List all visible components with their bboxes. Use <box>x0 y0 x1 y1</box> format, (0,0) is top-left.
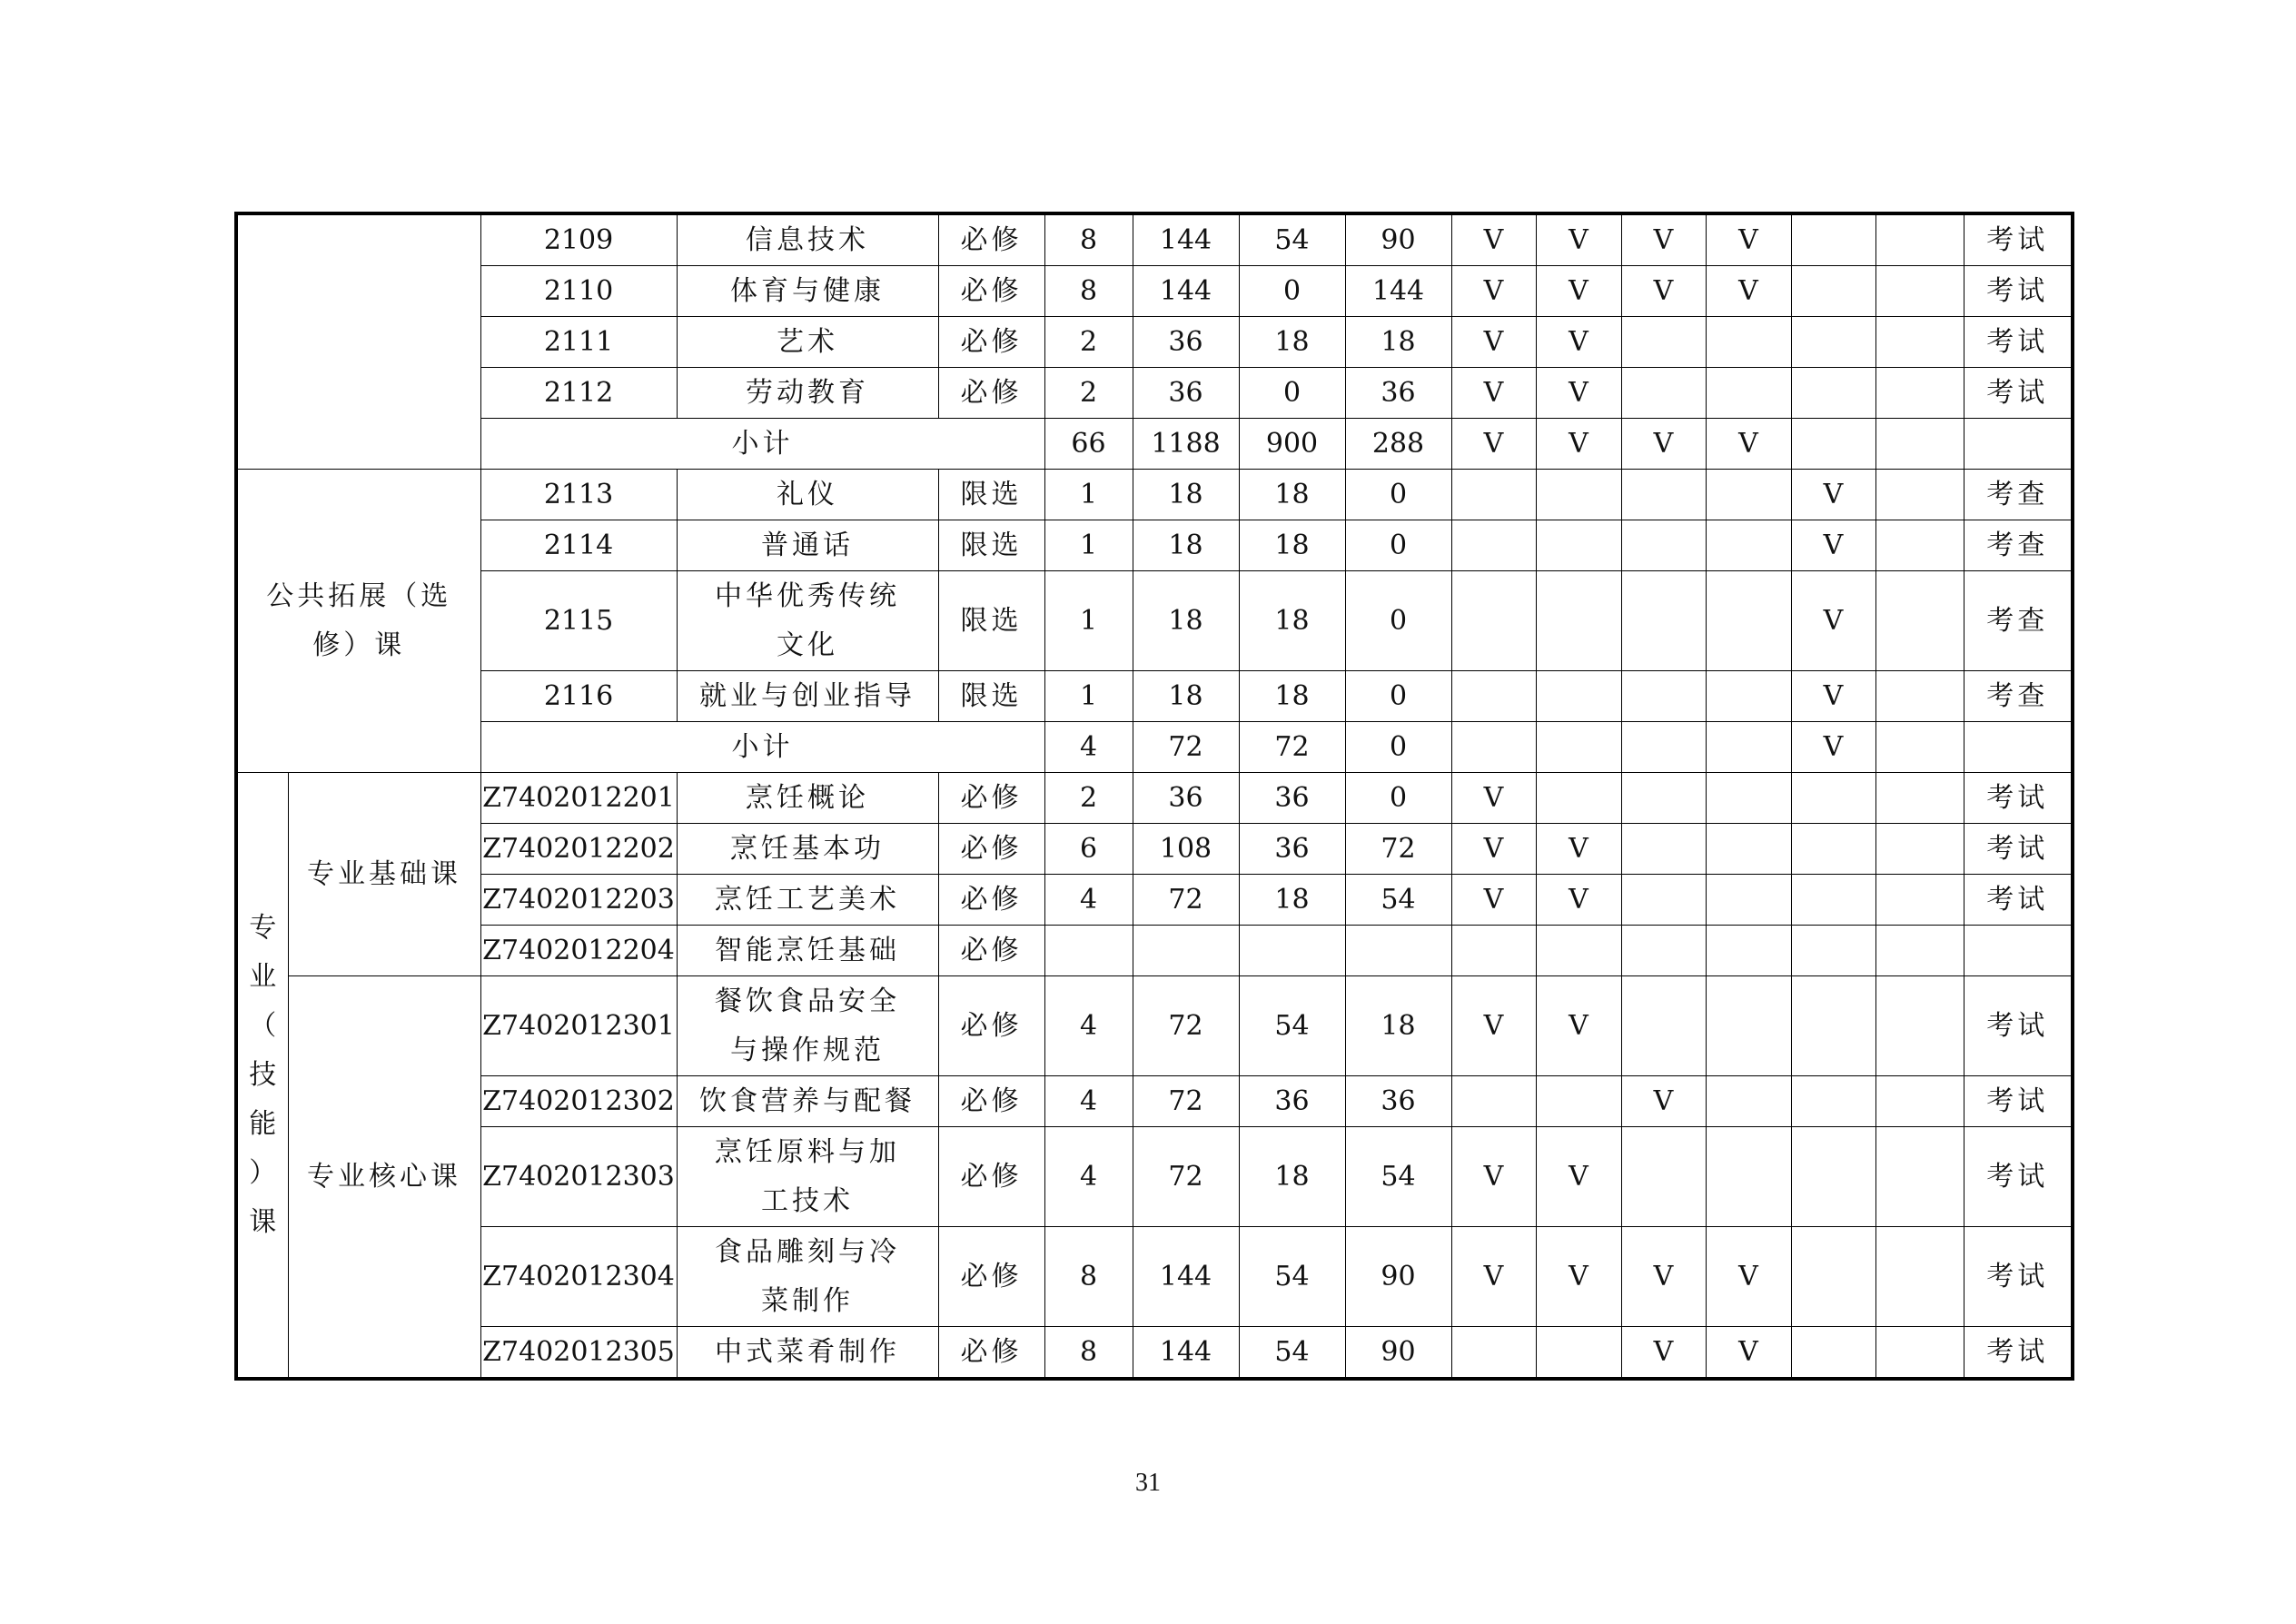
group-label-char: 能 <box>249 1107 277 1140</box>
cell-exam: 考试 <box>1964 1327 2073 1380</box>
cell-s1: V <box>1451 213 1536 266</box>
cell-theory: 18 <box>1239 571 1345 671</box>
cell-theory: 18 <box>1239 875 1345 926</box>
course-type: 必修 <box>938 926 1044 976</box>
cell-s1: V <box>1451 1227 1536 1327</box>
cell-practice: 0 <box>1345 671 1451 722</box>
cell-s4: V <box>1706 419 1791 470</box>
course-type: 必修 <box>938 213 1044 266</box>
course-name: 普通话 <box>677 520 938 571</box>
cell-s5 <box>1791 1227 1875 1327</box>
cell-s3 <box>1621 317 1706 368</box>
cell-credits: 4 <box>1044 875 1133 926</box>
cell-s1 <box>1451 1076 1536 1127</box>
cell-hours: 144 <box>1133 213 1239 266</box>
course-type: 限选 <box>938 671 1044 722</box>
group-label-char: ） <box>249 1156 277 1189</box>
cell-s6 <box>1875 520 1964 571</box>
cell-hours: 36 <box>1133 368 1239 419</box>
cell-s6 <box>1875 571 1964 671</box>
cell-s2 <box>1536 571 1621 671</box>
cell-credits <box>1044 926 1133 976</box>
cell-s6 <box>1875 213 1964 266</box>
cell-theory: 18 <box>1239 1127 1345 1227</box>
course-name: 烹饪概论 <box>677 773 938 824</box>
cell-theory: 54 <box>1239 213 1345 266</box>
cell-s3 <box>1621 722 1706 773</box>
table-row <box>236 1127 2073 1227</box>
cell-credits: 1 <box>1044 520 1133 571</box>
group-label-char: 技 <box>249 1058 277 1091</box>
table-body <box>236 213 2073 1379</box>
table-row <box>236 1327 2073 1380</box>
group-cell-public-basic <box>236 213 480 470</box>
cell-s3 <box>1621 976 1706 1076</box>
cell-practice: 36 <box>1345 368 1451 419</box>
cell-hours: 18 <box>1133 671 1239 722</box>
cell-exam: 考试 <box>1964 1227 2073 1327</box>
cell-exam: 考查 <box>1964 520 2073 571</box>
subtotal-label: 小计 <box>480 419 1044 470</box>
group-label-char: （ <box>249 1009 277 1042</box>
cell-s4 <box>1706 520 1791 571</box>
cell-practice: 54 <box>1345 1127 1451 1227</box>
cell-exam: 考试 <box>1964 976 2073 1076</box>
cell-s4 <box>1706 470 1791 520</box>
cell-s6 <box>1875 1327 1964 1380</box>
table-row <box>236 266 2073 317</box>
cell-hours: 1188 <box>1133 419 1239 470</box>
cell-s5 <box>1791 266 1875 317</box>
cell-theory <box>1239 926 1345 976</box>
course-code: Z7402012201 <box>480 773 677 824</box>
cell-hours: 108 <box>1133 824 1239 875</box>
cell-exam: 考试 <box>1964 266 2073 317</box>
cell-s4 <box>1706 875 1791 926</box>
cell-s4 <box>1706 1127 1791 1227</box>
cell-practice <box>1345 926 1451 976</box>
course-type: 必修 <box>938 317 1044 368</box>
cell-theory: 36 <box>1239 1076 1345 1127</box>
cell-s6 <box>1875 875 1964 926</box>
course-code: Z7402012301 <box>480 976 677 1076</box>
course-code: Z7402012202 <box>480 824 677 875</box>
course-type: 必修 <box>938 976 1044 1076</box>
cell-theory: 72 <box>1239 722 1345 773</box>
cell-s3: V <box>1621 419 1706 470</box>
course-code: Z7402012303 <box>480 1127 677 1227</box>
cell-hours: 18 <box>1133 470 1239 520</box>
cell-credits: 8 <box>1044 213 1133 266</box>
cell-credits: 2 <box>1044 368 1133 419</box>
cell-s3 <box>1621 824 1706 875</box>
subtotal-row <box>236 419 2073 470</box>
cell-s1: V <box>1451 976 1536 1076</box>
cell-s3: V <box>1621 213 1706 266</box>
cell-credits: 1 <box>1044 470 1133 520</box>
group-label-public-extension: 公共拓展（选修）课 <box>236 470 480 773</box>
cell-hours: 72 <box>1133 875 1239 926</box>
cell-s1 <box>1451 671 1536 722</box>
cell-practice: 18 <box>1345 317 1451 368</box>
cell-theory: 36 <box>1239 773 1345 824</box>
cell-credits: 1 <box>1044 671 1133 722</box>
cell-s4: V <box>1706 213 1791 266</box>
course-type: 必修 <box>938 1227 1044 1327</box>
cell-hours: 72 <box>1133 1127 1239 1227</box>
cell-s5: V <box>1791 671 1875 722</box>
group-label-char: 专 <box>249 911 277 944</box>
cell-s4: V <box>1706 1227 1791 1327</box>
cell-exam: 考试 <box>1964 875 2073 926</box>
cell-exam: 考试 <box>1964 368 2073 419</box>
cell-s1: V <box>1451 368 1536 419</box>
cell-practice: 0 <box>1345 571 1451 671</box>
cell-hours: 144 <box>1133 266 1239 317</box>
cell-s4 <box>1706 671 1791 722</box>
cell-hours: 72 <box>1133 976 1239 1076</box>
table-row <box>236 470 2073 520</box>
table-row <box>236 875 2073 926</box>
cell-hours <box>1133 926 1239 976</box>
course-code: 2114 <box>480 520 677 571</box>
course-type: 必修 <box>938 1327 1044 1380</box>
course-code: Z7402012203 <box>480 875 677 926</box>
group-label-professional-basic: 专业基础课 <box>288 773 480 976</box>
cell-s3 <box>1621 926 1706 976</box>
cell-s5 <box>1791 368 1875 419</box>
cell-s1 <box>1451 470 1536 520</box>
cell-s2: V <box>1536 368 1621 419</box>
group-label-professional-core: 专业核心课 <box>288 976 480 1380</box>
cell-s6 <box>1875 419 1964 470</box>
cell-practice: 54 <box>1345 875 1451 926</box>
cell-s5: V <box>1791 571 1875 671</box>
cell-s1 <box>1451 722 1536 773</box>
cell-s2 <box>1536 470 1621 520</box>
cell-s2 <box>1536 926 1621 976</box>
table-row <box>236 671 2073 722</box>
cell-practice: 72 <box>1345 824 1451 875</box>
cell-practice: 0 <box>1345 722 1451 773</box>
subtotal-row <box>236 722 2073 773</box>
cell-s3 <box>1621 571 1706 671</box>
cell-s5 <box>1791 926 1875 976</box>
cell-s6 <box>1875 671 1964 722</box>
cell-s3 <box>1621 875 1706 926</box>
cell-exam: 考试 <box>1964 317 2073 368</box>
cell-s4 <box>1706 571 1791 671</box>
cell-exam: 考试 <box>1964 773 2073 824</box>
course-name: 食品雕刻与冷 菜制作 <box>677 1227 938 1327</box>
table-row <box>236 520 2073 571</box>
cell-s1: V <box>1451 875 1536 926</box>
cell-theory: 18 <box>1239 470 1345 520</box>
cell-s1: V <box>1451 824 1536 875</box>
cell-s2 <box>1536 520 1621 571</box>
cell-s3: V <box>1621 1327 1706 1380</box>
cell-s1: V <box>1451 773 1536 824</box>
cell-exam <box>1964 926 2073 976</box>
cell-s4 <box>1706 773 1791 824</box>
cell-exam: 考试 <box>1964 824 2073 875</box>
course-code: 2115 <box>480 571 677 671</box>
cell-credits: 4 <box>1044 976 1133 1076</box>
cell-exam: 考查 <box>1964 470 2073 520</box>
cell-practice: 18 <box>1345 976 1451 1076</box>
cell-s4 <box>1706 976 1791 1076</box>
cell-s3 <box>1621 368 1706 419</box>
cell-s2: V <box>1536 976 1621 1076</box>
cell-s5 <box>1791 976 1875 1076</box>
course-code: 2112 <box>480 368 677 419</box>
cell-s6 <box>1875 773 1964 824</box>
cell-s5 <box>1791 773 1875 824</box>
course-name: 劳动教育 <box>677 368 938 419</box>
course-type: 必修 <box>938 1127 1044 1227</box>
course-code: Z7402012304 <box>480 1227 677 1327</box>
page-number: 31 <box>1135 1469 1161 1497</box>
cell-s6 <box>1875 1227 1964 1327</box>
group-label-char: 课 <box>249 1205 277 1238</box>
cell-practice: 36 <box>1345 1076 1451 1127</box>
course-name: 烹饪基本功 <box>677 824 938 875</box>
cell-practice: 0 <box>1345 773 1451 824</box>
cell-theory: 54 <box>1239 1227 1345 1327</box>
cell-hours: 36 <box>1133 317 1239 368</box>
cell-hours: 72 <box>1133 722 1239 773</box>
course-name: 餐饮食品安全 与操作规范 <box>677 976 938 1076</box>
cell-s2: V <box>1536 419 1621 470</box>
cell-practice: 0 <box>1345 470 1451 520</box>
group-label-char: 业 <box>249 960 277 993</box>
group-label-professional <box>236 773 288 1380</box>
cell-s5: V <box>1791 520 1875 571</box>
cell-exam <box>1964 419 2073 470</box>
cell-s3: V <box>1621 1076 1706 1127</box>
cell-s6 <box>1875 470 1964 520</box>
table-row <box>236 1227 2073 1327</box>
cell-exam: 考试 <box>1964 1076 2073 1127</box>
cell-theory: 36 <box>1239 824 1345 875</box>
cell-s4 <box>1706 1076 1791 1127</box>
cell-credits: 4 <box>1044 722 1133 773</box>
cell-s3 <box>1621 773 1706 824</box>
course-name: 礼仪 <box>677 470 938 520</box>
course-code: Z7402012302 <box>480 1076 677 1127</box>
cell-hours: 144 <box>1133 1327 1239 1380</box>
cell-s5 <box>1791 419 1875 470</box>
course-name: 智能烹饪基础 <box>677 926 938 976</box>
course-name: 饮食营养与配餐 <box>677 1076 938 1127</box>
course-schedule-table <box>234 212 2074 1381</box>
cell-exam <box>1964 722 2073 773</box>
course-type: 必修 <box>938 824 1044 875</box>
cell-s4 <box>1706 317 1791 368</box>
cell-s2: V <box>1536 213 1621 266</box>
cell-s2: V <box>1536 875 1621 926</box>
table-row <box>236 571 2073 671</box>
cell-s4 <box>1706 368 1791 419</box>
cell-practice: 0 <box>1345 520 1451 571</box>
cell-exam: 考试 <box>1964 1127 2073 1227</box>
cell-theory: 18 <box>1239 520 1345 571</box>
course-name: 体育与健康 <box>677 266 938 317</box>
cell-theory: 0 <box>1239 266 1345 317</box>
course-name: 中华优秀传统 文化 <box>677 571 938 671</box>
course-code: 2116 <box>480 671 677 722</box>
cell-s5: V <box>1791 470 1875 520</box>
cell-s6 <box>1875 266 1964 317</box>
course-code: Z7402012204 <box>480 926 677 976</box>
cell-s3: V <box>1621 1227 1706 1327</box>
cell-s3 <box>1621 1127 1706 1227</box>
cell-credits: 8 <box>1044 1327 1133 1380</box>
table-row <box>236 824 2073 875</box>
cell-s3 <box>1621 520 1706 571</box>
cell-s1: V <box>1451 317 1536 368</box>
course-type: 必修 <box>938 266 1044 317</box>
course-code: 2113 <box>480 470 677 520</box>
cell-s1 <box>1451 571 1536 671</box>
course-type: 必修 <box>938 368 1044 419</box>
cell-theory: 0 <box>1239 368 1345 419</box>
cell-s4: V <box>1706 266 1791 317</box>
cell-hours: 18 <box>1133 520 1239 571</box>
cell-s2: V <box>1536 317 1621 368</box>
cell-theory: 18 <box>1239 317 1345 368</box>
cell-credits: 4 <box>1044 1076 1133 1127</box>
subtotal-label: 小计 <box>480 722 1044 773</box>
cell-s2 <box>1536 1076 1621 1127</box>
cell-credits: 66 <box>1044 419 1133 470</box>
cell-s6 <box>1875 926 1964 976</box>
cell-s3: V <box>1621 266 1706 317</box>
cell-credits: 6 <box>1044 824 1133 875</box>
cell-s6 <box>1875 722 1964 773</box>
cell-exam: 考查 <box>1964 571 2073 671</box>
course-name: 中式菜肴制作 <box>677 1327 938 1380</box>
cell-s6 <box>1875 368 1964 419</box>
cell-s2: V <box>1536 824 1621 875</box>
cell-s6 <box>1875 1076 1964 1127</box>
cell-credits: 4 <box>1044 1127 1133 1227</box>
course-code: Z7402012305 <box>480 1327 677 1380</box>
cell-s2: V <box>1536 1127 1621 1227</box>
cell-theory: 54 <box>1239 976 1345 1076</box>
cell-s1 <box>1451 520 1536 571</box>
cell-s5 <box>1791 1076 1875 1127</box>
cell-s5 <box>1791 875 1875 926</box>
cell-s5: V <box>1791 722 1875 773</box>
cell-s6 <box>1875 317 1964 368</box>
course-code: 2110 <box>480 266 677 317</box>
cell-practice: 90 <box>1345 1327 1451 1380</box>
course-type: 限选 <box>938 520 1044 571</box>
cell-s3 <box>1621 470 1706 520</box>
cell-s6 <box>1875 1127 1964 1227</box>
cell-hours: 72 <box>1133 1076 1239 1127</box>
cell-s5 <box>1791 213 1875 266</box>
cell-s1 <box>1451 926 1536 976</box>
cell-s2: V <box>1536 266 1621 317</box>
cell-s2: V <box>1536 1227 1621 1327</box>
cell-credits: 8 <box>1044 266 1133 317</box>
course-name: 就业与创业指导 <box>677 671 938 722</box>
cell-s4 <box>1706 926 1791 976</box>
table-row <box>236 213 2073 266</box>
table-row <box>236 317 2073 368</box>
cell-s4 <box>1706 824 1791 875</box>
cell-s4: V <box>1706 1327 1791 1380</box>
cell-s2 <box>1536 722 1621 773</box>
cell-s2 <box>1536 671 1621 722</box>
cell-s3 <box>1621 671 1706 722</box>
cell-s5 <box>1791 1127 1875 1227</box>
cell-hours: 36 <box>1133 773 1239 824</box>
course-name: 信息技术 <box>677 213 938 266</box>
cell-hours: 18 <box>1133 571 1239 671</box>
cell-s1: V <box>1451 419 1536 470</box>
cell-s6 <box>1875 824 1964 875</box>
cell-s4 <box>1706 722 1791 773</box>
table-row <box>236 773 2073 824</box>
course-type: 限选 <box>938 470 1044 520</box>
course-code: 2109 <box>480 213 677 266</box>
cell-s5 <box>1791 1327 1875 1380</box>
cell-s1: V <box>1451 266 1536 317</box>
course-type: 限选 <box>938 571 1044 671</box>
cell-s2 <box>1536 773 1621 824</box>
cell-theory: 54 <box>1239 1327 1345 1380</box>
course-type: 必修 <box>938 773 1044 824</box>
course-name: 烹饪工艺美术 <box>677 875 938 926</box>
cell-theory: 900 <box>1239 419 1345 470</box>
cell-credits: 8 <box>1044 1227 1133 1327</box>
course-type: 必修 <box>938 875 1044 926</box>
cell-s2 <box>1536 1327 1621 1380</box>
cell-credits: 2 <box>1044 317 1133 368</box>
cell-credits: 2 <box>1044 773 1133 824</box>
table-row <box>236 1076 2073 1127</box>
cell-s6 <box>1875 976 1964 1076</box>
course-name: 烹饪原料与加 工技术 <box>677 1127 938 1227</box>
cell-practice: 90 <box>1345 1227 1451 1327</box>
cell-s5 <box>1791 317 1875 368</box>
table-row <box>236 926 2073 976</box>
cell-practice: 288 <box>1345 419 1451 470</box>
cell-theory: 18 <box>1239 671 1345 722</box>
cell-practice: 144 <box>1345 266 1451 317</box>
course-type: 必修 <box>938 1076 1044 1127</box>
course-code: 2111 <box>480 317 677 368</box>
cell-hours: 144 <box>1133 1227 1239 1327</box>
cell-s5 <box>1791 824 1875 875</box>
cell-credits: 1 <box>1044 571 1133 671</box>
course-name: 艺术 <box>677 317 938 368</box>
cell-exam: 考试 <box>1964 213 2073 266</box>
cell-exam: 考查 <box>1964 671 2073 722</box>
table-row <box>236 368 2073 419</box>
table-row <box>236 976 2073 1076</box>
cell-s1: V <box>1451 1127 1536 1227</box>
cell-practice: 90 <box>1345 213 1451 266</box>
cell-s1 <box>1451 1327 1536 1380</box>
